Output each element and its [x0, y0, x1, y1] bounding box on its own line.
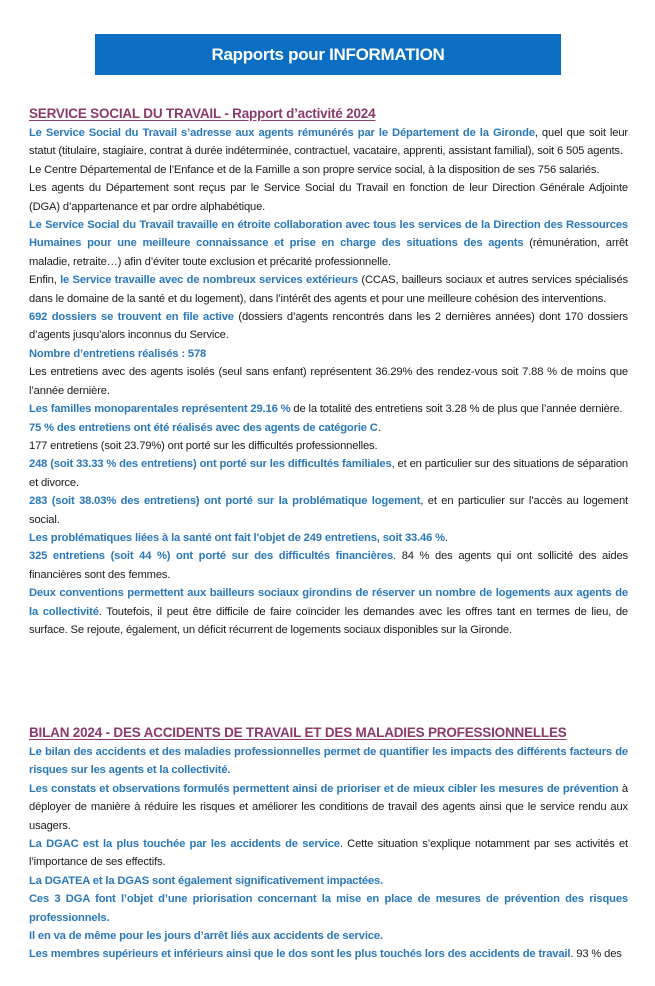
- highlight-text: Les problématiques liées à la santé ont fait l'objet de 249 entretiens, soit 33.46 %: [29, 531, 445, 544]
- section-banner: [95, 34, 561, 75]
- highlight-text: 75 % des entretiens ont été réalisés avec des agents de catégorie C: [29, 421, 378, 434]
- highlight-text: 248 (soit 33.33 % des entretiens) ont porté sur les difficultés familiales: [29, 458, 392, 471]
- highlight-text: Nombre d’entretiens réalisés : 578: [29, 347, 207, 360]
- paragraph: [29, 927, 628, 945]
- highlight-text: 692 dossiers se trouvent en file active: [29, 311, 234, 324]
- paragraph: [29, 308, 628, 345]
- paragraph: [29, 345, 628, 363]
- highlight-text: Le bilan des accidents et des maladies professionnelles permet de quantifier les impacts des différents facteurs de risques sur les agents et la collectivité.: [29, 746, 628, 777]
- highlight-text: Il en va de même pour les jours d’arrêt liés aux accidents de service.: [29, 930, 383, 943]
- paragraph: [29, 743, 628, 780]
- paragraph: [29, 161, 628, 179]
- body-text: .: [377, 421, 381, 434]
- body-text: .: [444, 531, 448, 544]
- highlight-text: Le Service Social du Travail s’adresse aux agents rémunérés par le Département de la Gironde: [29, 127, 535, 139]
- banner-title: Rapports pour INFORMATION: [211, 44, 445, 64]
- paragraph: [29, 216, 628, 271]
- paragraph: [29, 179, 628, 216]
- highlight-text: Les familles monoparentales représentent 29.16 %: [29, 403, 291, 416]
- highlight-text: Le Service Social du Travail travaille en étroite collaboration avec tous les services de la Direction des Ressources Humaines pour une meilleure connaissance et prise en charge des situations des agents: [29, 219, 628, 250]
- body-text: (dossiers d’agents rencontrés dans les 2 dernières années) dont 170 dossiers d’agents jusqu’alors inconnus du Service.: [29, 311, 628, 342]
- body-text: (rémunération, arrêt maladie, retraite…) afin d’éviter toute exclusion et précarité professionnelle.: [29, 237, 628, 268]
- body-text: , quel que soit leur statut (titulaire, stagiaire, contrat à durée indéterminée, contractuel, vacataire, apprenti, assistant familial), soit 6 505 agents.: [29, 127, 628, 158]
- highlight-text: La DGATEA et la DGAS sont également significativement impactées.: [29, 874, 384, 887]
- paragraph: [29, 890, 628, 927]
- paragraph: [29, 363, 628, 400]
- body-text: , et en particulier sur des situations de séparation et divorce.: [29, 458, 628, 489]
- body-text: . Toutefois, il peut être difficile de faire coïncider les demandes avec les offres tant en termes de lieu, de surface. Se rejoute, également, un déficit récurrent de logements sociaux disponibles sur la Gironde.: [29, 605, 628, 636]
- body-text: Les entretiens avec des agents isolés (seul sans enfant) représentent 36.29% des rendez-vous soit 7.88 % de moins que l’année dernière.: [29, 366, 628, 397]
- paragraph: [29, 835, 628, 872]
- body-text: . 93 % des: [570, 948, 622, 961]
- body-text: (CCAS, bailleurs sociaux et autres services spécialisés dans le domaine de la santé et du logement), dans l’intérêt des agents et pour une meilleure cohésion des interventions.: [29, 274, 628, 305]
- highlight-text: Deux conventions permettent aux bailleurs sociaux girondins de réserver un nombre de logements aux agents de la collectivité: [29, 587, 628, 618]
- paragraph: [29, 271, 628, 308]
- paragraph: [29, 872, 628, 890]
- section-service-social: [29, 105, 628, 639]
- highlight-text: le Service travaille avec de nombreux services extérieurs: [60, 274, 358, 287]
- body-text: . 84 % des agents qui ont sollicité des aides financières sont des femmes.: [29, 550, 628, 581]
- body-text: de la totalité des entretiens soit 3.28 % de plus que l’année dernière.: [290, 403, 623, 416]
- body-text: à déployer de manière à réduire les risques et améliorer les conditions de travail des agents ainsi que le service rendu aux usagers.: [29, 782, 629, 832]
- paragraph: [29, 437, 628, 455]
- paragraph: [29, 547, 628, 584]
- body-text: Le Centre Départemental de l’Enfance et de la Famille a son propre service social, à la disposition de ses 756 salariés.: [29, 163, 600, 176]
- paragraph: [29, 945, 628, 963]
- body-text: 177 entretiens (soit 23.79%) ont porté sur les difficultés professionnelles.: [29, 439, 378, 452]
- body-text: , et en particulier sur l’accès au logement social.: [29, 495, 628, 526]
- paragraph: [29, 400, 628, 418]
- highlight-text: 325 entretiens (soit 44 %) ont porté sur des difficultés financières: [29, 550, 394, 563]
- highlight-text: Les membres supérieurs et inférieurs ainsi que le dos sont les plus touchés lors des accidents de travail: [29, 948, 571, 961]
- highlight-text: Les constats et observations formulés permettent ainsi de prioriser et de mieux cibler les mesures de prévention: [29, 782, 619, 795]
- highlight-text: La DGAC est la plus touchée par les accidents de service: [29, 838, 340, 851]
- body-text: Enfin,: [29, 274, 61, 287]
- highlight-text: Ces 3 DGA font l’objet d’une priorisation concernant la mise en place de mesures de prévention des risques professionnels.: [29, 893, 628, 924]
- section-heading: SERVICE SOCIAL DU TRAVAIL - Rapport d’activité 2024: [29, 106, 376, 121]
- paragraph: [29, 492, 628, 529]
- highlight-text: 283 (soit 38.03% des entretiens) ont porté sur la problématique logement: [29, 495, 421, 508]
- section-heading: BILAN 2024 - DES ACCIDENTS DE TRAVAIL ET DES MALADIES PROFESSIONNELLES: [29, 725, 567, 740]
- body-text: . Cette situation s’explique notamment par ses activités et l’importance de ses effectifs.: [29, 838, 628, 869]
- paragraph: [29, 584, 628, 639]
- paragraph: [29, 124, 628, 161]
- section-bilan-accidents: [29, 724, 628, 964]
- paragraph: [29, 455, 628, 492]
- paragraph: [29, 529, 628, 547]
- body-text: Les agents du Département sont reçus par le Service Social du Travail en fonction de leur Direction Générale Adjointe (DGA) d’appartenance et par ordre alphabétique.: [29, 182, 628, 213]
- paragraph: [29, 419, 628, 437]
- paragraph: [29, 780, 628, 835]
